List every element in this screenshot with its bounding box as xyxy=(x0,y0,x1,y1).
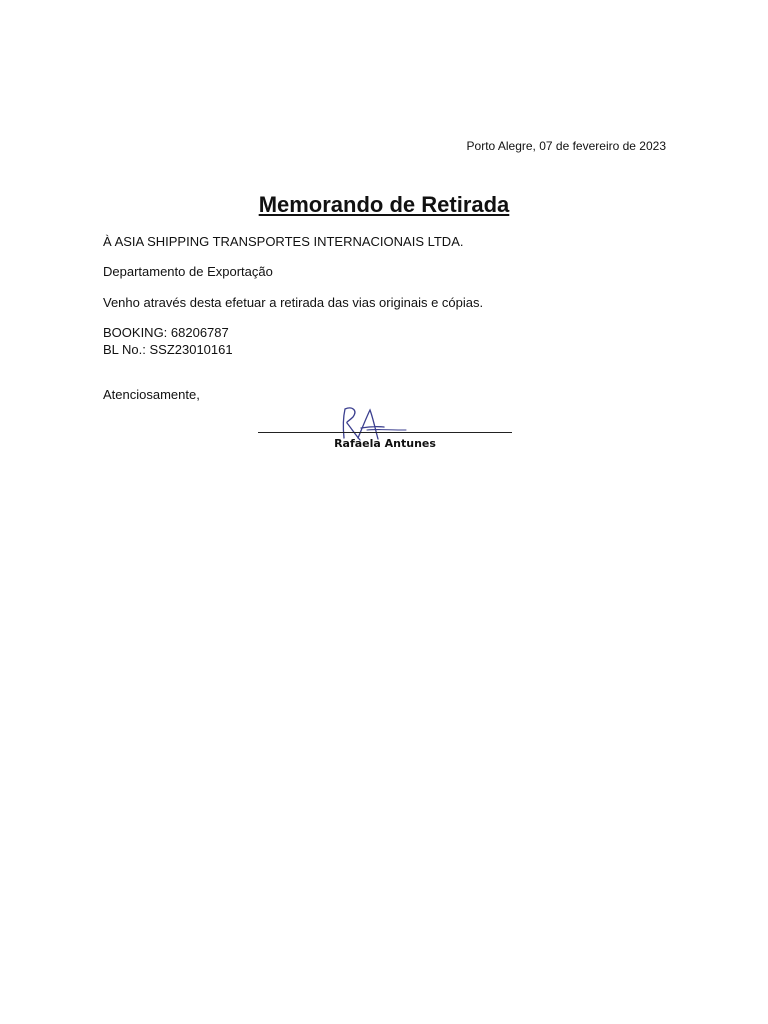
recipient-line: À ASIA SHIPPING TRANSPORTES INTERNACIONAIS LTDA. xyxy=(103,234,464,249)
booking-line: BOOKING: 68206787 xyxy=(103,325,229,340)
signatory-name: Rafaela Antunes xyxy=(334,437,436,450)
signature-line xyxy=(258,432,512,433)
body-line: Venho através desta efetuar a retirada das vias originais e cópias. xyxy=(103,295,484,310)
bl-number-line: BL No.: SSZ23010161 xyxy=(103,342,233,357)
page-title: Memorando de Retirada xyxy=(258,192,510,217)
closing-line: Atenciosamente, xyxy=(103,387,200,402)
signature-block xyxy=(258,404,512,454)
place-date: Porto Alegre, 07 de fevereiro de 2023 xyxy=(466,139,666,153)
department-line: Departamento de Exportação xyxy=(103,264,273,279)
